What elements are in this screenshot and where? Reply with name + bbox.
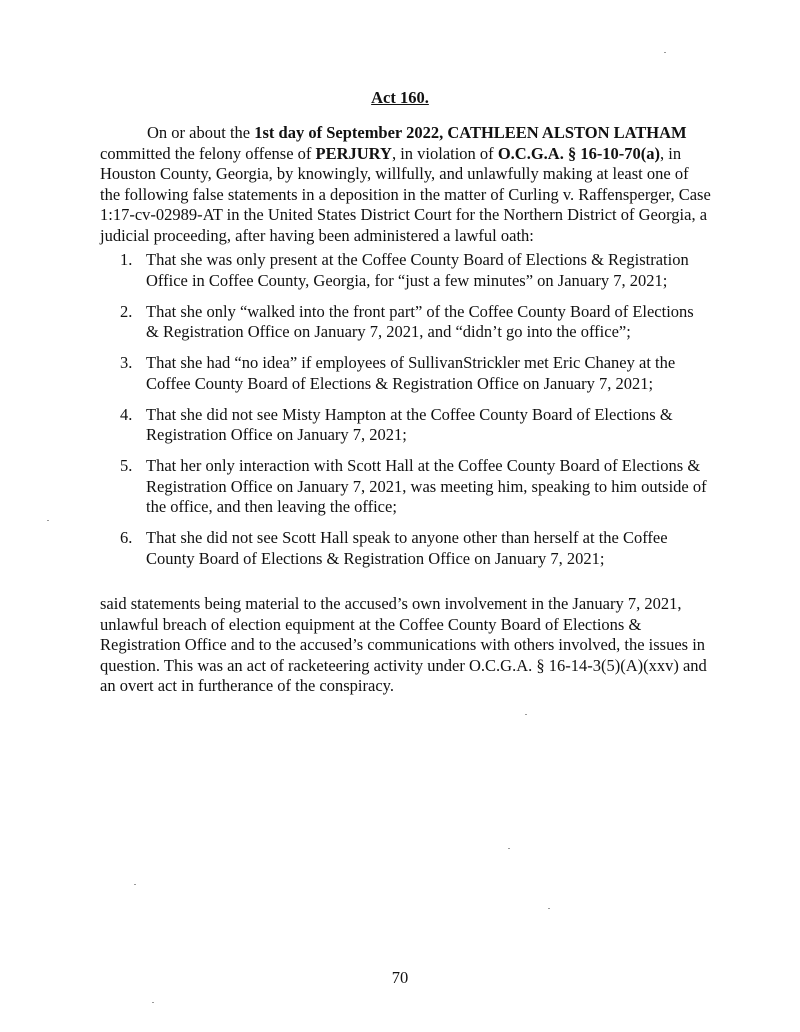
list-item — [120, 302, 710, 343]
list-item-text: That she did not see Scott Hall speak to anyone other than herself at the Coffee County Board of Elections & Registration Office on January 7, 2021; — [146, 528, 668, 568]
scan-speck — [134, 884, 136, 885]
intro-date-and-defendant: 1st day of September 2022, CATHLEEN ALSTON LATHAM — [254, 123, 687, 142]
intro-statute: O.C.G.A. § 16-10-70(a) — [497, 143, 661, 163]
list-item — [120, 456, 710, 518]
scan-speck — [508, 848, 510, 849]
list-item-text: That she did not see Misty Hampton at the Coffee County Board of Elections & Registration Office on January 7, 2021; — [146, 404, 673, 444]
list-item — [120, 528, 710, 569]
false-statements-list — [120, 250, 710, 580]
list-item — [120, 250, 710, 291]
scan-speck — [525, 714, 527, 715]
intro-paragraph — [100, 123, 712, 246]
list-item — [120, 353, 710, 394]
intro-offense: PERJURY — [315, 143, 392, 163]
list-item-text: That she only “walked into the front part” of the Coffee County Board of Elections & Registration Office on January 7, 2021, and “didn’t go into the office”; — [146, 301, 694, 341]
scan-speck — [548, 908, 550, 909]
scan-speck — [152, 1002, 154, 1003]
list-item-text: That she was only present at the Coffee County Board of Elections & Registration Office in Coffee County, Georgia, for “just a few minutes” on January 7, 2021; — [146, 250, 689, 290]
list-item-text: That she had “no idea” if employees of SullivanStrickler met Eric Chaney at the Coffee County Board of Elections & Registration Office on January 7, 2021; — [146, 353, 676, 393]
list-item-number: 5. — [120, 456, 133, 475]
list-item — [120, 405, 710, 446]
intro-text-3: , in violation of — [391, 143, 498, 163]
intro-text-2: committed the felony offense of — [100, 143, 316, 163]
intro-text-1: On or about the — [147, 123, 255, 142]
list-item-text: That her only interaction with Scott Hall at the Coffee County Board of Elections & Registration Office on January 7, 2021, was meeting him, speaking to him outside of the office, and then leaving the office; — [146, 456, 707, 516]
intro-text-4: , in Houston County, Georgia, by knowingly, willfully, and unlawfully making at least one of the following false statements in a deposition in the matter of Curling v. Raffensperger, Case 1:17-cv-02989-AT in the United States District Court for the Northern District of Georgia, a judicial proceeding, after having been administered a lawful oath: — [100, 143, 711, 245]
list-item-number: 1. — [120, 250, 133, 269]
list-item-number: 3. — [120, 353, 133, 372]
scan-speck — [664, 52, 666, 53]
list-item-number: 4. — [120, 404, 133, 424]
scan-speck — [47, 520, 49, 521]
closing-paragraph: said statements being material to the accused’s own involvement in the January 7, 2021, unlawful breach of election equipment at the Coffee County Board of Elections & Registration Office and to the accused’s communications with others involved, the issues in question. This was an act of racketeering activity under O.C.G.A. § 16-14-3(5)(A)(xxv) and an overt act in furtherance of the conspiracy. — [100, 594, 707, 695]
page-number: 70 — [391, 968, 409, 987]
list-item-number: 6. — [120, 528, 133, 547]
act-title: Act 160. — [371, 88, 429, 107]
list-item-number: 2. — [120, 301, 133, 321]
